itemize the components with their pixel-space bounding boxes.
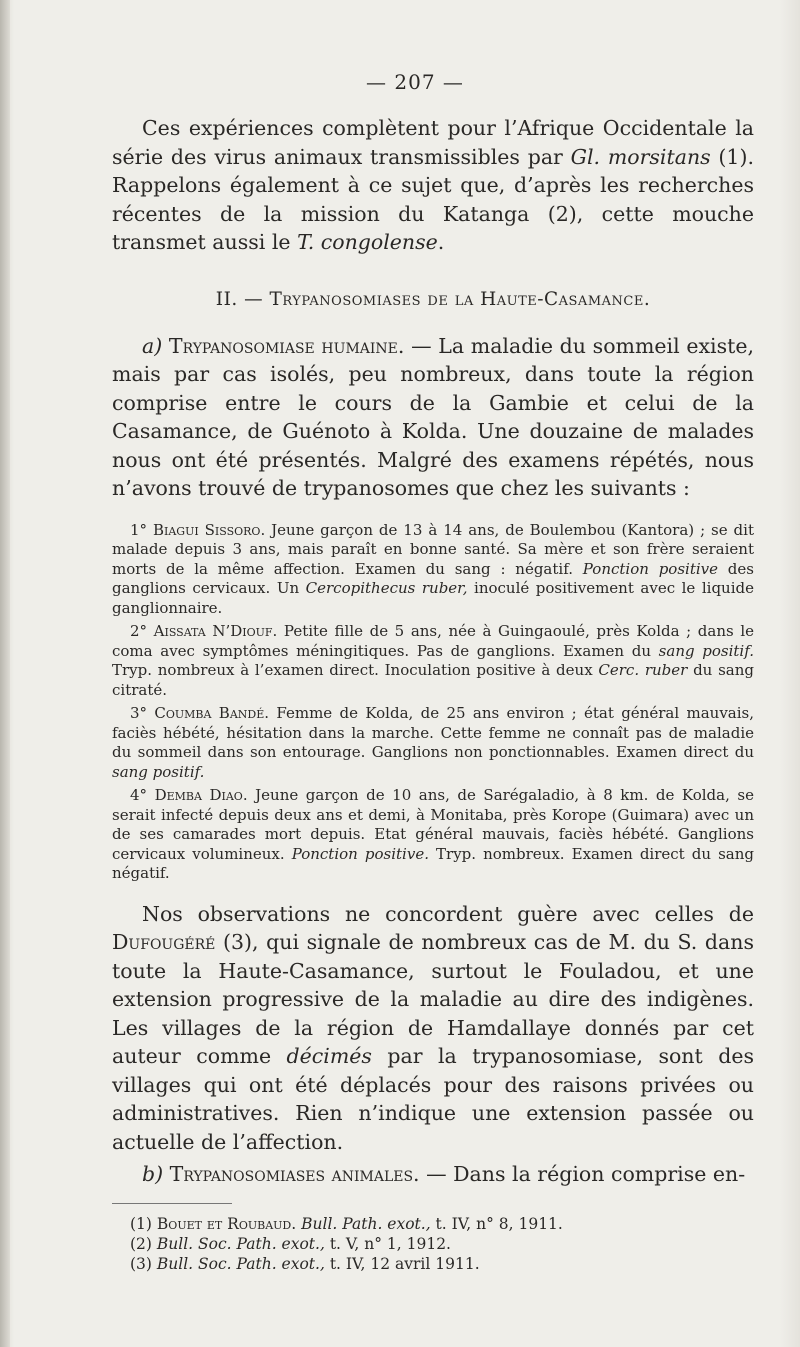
discussion-italic: décimés bbox=[286, 1044, 372, 1068]
section-title: II. — Trypanosomiases de la Haute-Casamance. bbox=[215, 288, 651, 310]
discussion-text-3: par la trypanosomiase, sont des villages qui ont été déplacés pour des raisons privées ou administratives. Rien n’indique une extension passée ou actuelle de l’affection. bbox=[112, 1044, 754, 1154]
case-italic: sang positif. bbox=[658, 641, 754, 660]
case-item bbox=[112, 622, 754, 700]
intro-species: Gl. morsitans bbox=[570, 144, 711, 169]
footnote-number: (1) bbox=[130, 1214, 152, 1233]
case-list bbox=[112, 521, 754, 884]
intro-trypanosome: T. congolense bbox=[297, 230, 438, 254]
case-text: Jeune garçon de 13 à 14 ans, de Boulembou (Kantora) ; se dit malade depuis 3 ans, mais paraît en bonne santé. Sa mère et son frère seraient morts de la même affection. Examen du sang : négatif. bbox=[112, 520, 754, 578]
page-number: — 207 — bbox=[366, 70, 464, 94]
case-text: des ganglions cervicaux. Un bbox=[112, 559, 754, 597]
case-name: Biagui Sissoro. bbox=[152, 520, 266, 539]
case-text: Petite fille de 5 ans, née à Guingaoulé, près Kolda ; dans le coma avec symptômes méningitiques. Pas de ganglions. Examen du bbox=[112, 622, 754, 660]
subsection-b-heading: Trypanosomiases animales. bbox=[169, 1162, 420, 1186]
case-number: 2° bbox=[130, 622, 148, 640]
case-text: inoculé positivement avec le liquide ganglionnaire. bbox=[112, 579, 754, 617]
subsection-b-marker: b) bbox=[142, 1162, 164, 1186]
case-text: Femme de Kolda, de 25 ans environ ; état général mauvais, faciès hébété, hésitation dans la marche. Cette femme ne connaît pas de maladie du sommeil dans son entourage. Ganglions non ponctionnables. Examen direct du bbox=[112, 704, 754, 761]
discussion-paragraph bbox=[112, 900, 754, 1157]
case-italic: sang positif. bbox=[112, 762, 205, 781]
subsection-a-text: — La maladie du sommeil existe, mais par cas isolés, peu nombreux, dans toute la région comprise entre le cours de la Gambie et celui de la Casamance, de Guénoto à Kolda. Une douzaine de malades nous ont été présentés. Malgré des examens répétés, nous n’avons trouvé de trypanosomes que chez les suivants : bbox=[112, 333, 754, 500]
case-number: 1° bbox=[130, 520, 148, 539]
discussion-text-2: (3), qui signale de nombreux cas de M. du S. dans toute la Haute-Casamance, surtout le Fouladou, et une extension progressive de la maladie au dire des indigènes. Les villages de la région de Hamdallaye donnés par cet auteur comme bbox=[112, 930, 754, 1068]
case-text: Jeune garçon de 10 ans, de Sarégaladio, à 8 km. de Kolda, se serait infecté depuis deux ans et demi, à Monitaba, près Korope (Guimara) avec un de ses camarades mort depuis. Etat général mauvais, faciès hébété. Ganglions cervicaux volumineux. bbox=[112, 786, 754, 863]
footnotes bbox=[112, 1214, 754, 1274]
case-italic: Ponction positive bbox=[582, 559, 718, 578]
discussion-author: Dufougéré bbox=[112, 930, 216, 954]
footnote bbox=[112, 1214, 754, 1234]
case-italic: Cerc. ruber bbox=[598, 661, 688, 679]
case-italic: Cercopithecus ruber, bbox=[305, 579, 468, 597]
footnote-number: (2) bbox=[130, 1234, 152, 1253]
subsection-a-marker: a) bbox=[142, 333, 163, 358]
subsection-b-paragraph bbox=[112, 1160, 754, 1189]
case-text: du sang citraté. bbox=[112, 661, 754, 699]
page-spine-shadow bbox=[0, 0, 10, 1347]
case-text: Tryp. nombreux. Examen direct du sang négatif. bbox=[112, 844, 754, 882]
intro-paragraph bbox=[112, 114, 754, 257]
subsection-a-heading: Trypanosomiase humaine. bbox=[168, 333, 405, 358]
footnote-number: (3) bbox=[130, 1254, 152, 1273]
intro-text-2: (1). Rappelons également à ce sujet que, d’après les recherches récentes de la mission du Katanga (2), cette mouche transmet aussi le bbox=[112, 144, 754, 254]
discussion-text-1: Nos observations ne concordent guère avec celles de bbox=[142, 901, 754, 926]
footnote-ref: t. IV, 12 avril 1911. bbox=[324, 1254, 480, 1273]
footnote bbox=[112, 1234, 754, 1254]
subsection-a-paragraph bbox=[112, 332, 754, 503]
footnote-ref: t. IV, n° 8, 1911. bbox=[430, 1214, 563, 1233]
case-name: Demba Diao. bbox=[154, 786, 248, 804]
case-item bbox=[112, 786, 754, 884]
footnote-journal: Bull. Soc. Path. exot., bbox=[151, 1234, 325, 1253]
subsection-b-text: — Dans la région comprise en- bbox=[419, 1162, 746, 1186]
case-name: Coumba Bandé. bbox=[154, 704, 270, 722]
footnote bbox=[112, 1254, 754, 1274]
footnote-ref: t. V, n° 1, 1912. bbox=[324, 1234, 451, 1253]
case-item bbox=[112, 704, 754, 782]
footnote-journal: Bull. Soc. Path. exot., bbox=[151, 1254, 325, 1273]
footnote-authors: Bouet et Roubaud. bbox=[156, 1214, 297, 1233]
case-number: 4° bbox=[130, 786, 148, 804]
case-item bbox=[112, 521, 754, 619]
case-text: Tryp. nombreux à l’examen direct. Inoculation positive à deux bbox=[112, 661, 599, 679]
case-name: Aissata N’Diouf. bbox=[153, 622, 278, 640]
footnote-journal: Bull. Path. exot., bbox=[296, 1214, 431, 1233]
case-italic: Ponction positive. bbox=[291, 844, 429, 863]
case-number: 3° bbox=[130, 704, 148, 722]
intro-text-1: Ces expériences complètent pour l’Afrique Occidentale la série des virus animaux transmissibles par bbox=[112, 116, 754, 169]
text-column bbox=[112, 114, 754, 1274]
footnote-divider bbox=[112, 1203, 232, 1204]
intro-text-3: . bbox=[437, 230, 445, 254]
